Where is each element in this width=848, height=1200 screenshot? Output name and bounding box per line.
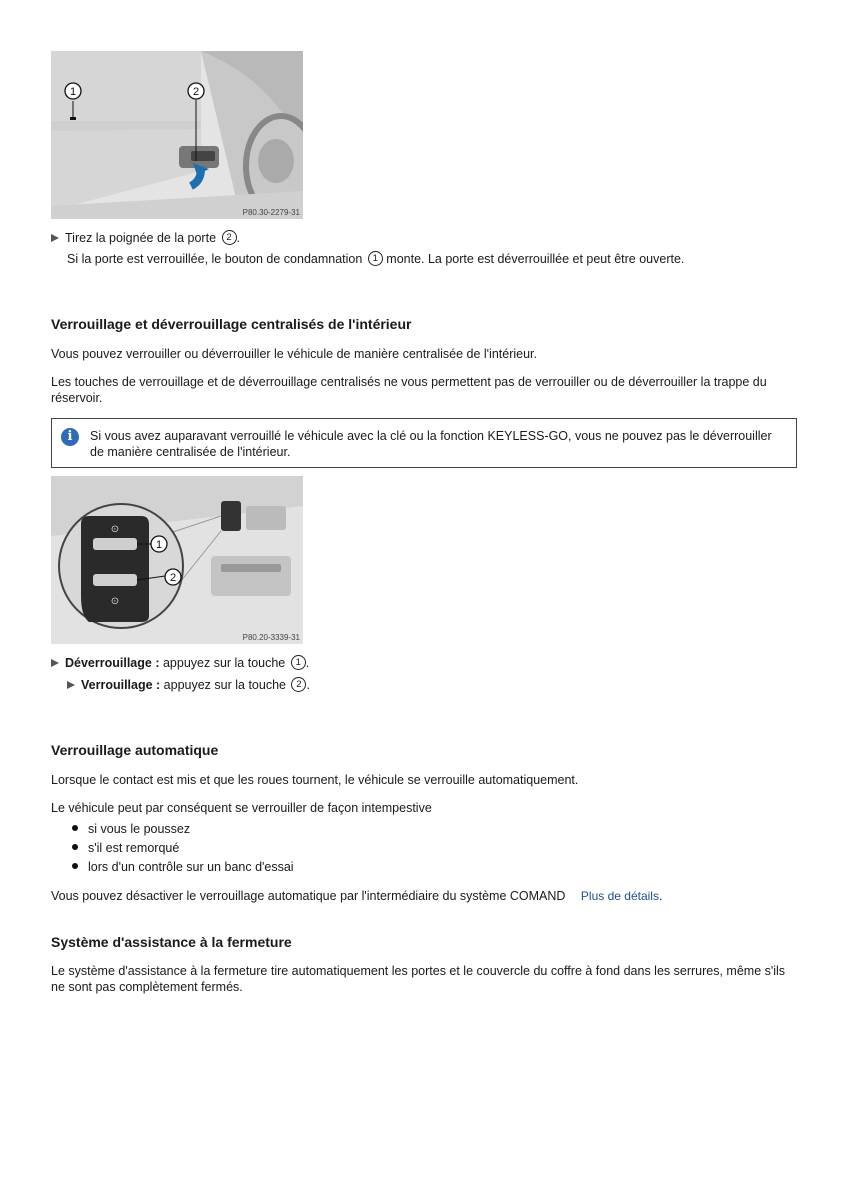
step-text: appuyez sur la touche [160, 678, 290, 692]
step-text-end: . [236, 231, 240, 245]
paragraph: Le véhicule peut par conséquent se verrouiller de façon intempestive [51, 801, 432, 815]
step-unlock [51, 655, 796, 671]
step-arrow-icon [67, 681, 75, 689]
callout-ref: 2 [222, 230, 237, 245]
list-item-text: lors d'un contrôle sur un banc d'essai [88, 860, 294, 874]
more-details-link[interactable]: Plus de détails [580, 889, 659, 903]
list-item-text: s'il est remorqué [88, 841, 180, 855]
section-heading-closing-assist: Système d'assistance à la fermeture [51, 934, 292, 950]
section-heading-auto-locking: Verrouillage automatique [51, 742, 219, 758]
paragraph: Lorsque le contact est mis et que les roues tournent, le véhicule se verrouille automatiquement. [51, 773, 579, 787]
lock-icon: ⊙ [110, 596, 120, 607]
paragraph: Le système d'assistance à la fermeture tire automatiquement les portes et le couvercle du coffre à fond dans les serrures, même s'ils ne sont pas complètement fermés. [51, 964, 786, 994]
result-text: Si la porte est verrouillée, le bouton de condamnation [67, 252, 366, 266]
bullet-icon [72, 844, 78, 850]
list-item [72, 840, 772, 856]
callout-1-label: 1 [155, 539, 163, 551]
step-label: Déverrouillage : [65, 656, 160, 670]
list-item [72, 859, 772, 875]
link-trailing-text: . [658, 889, 663, 903]
door-handle-illustration [51, 51, 303, 219]
step-text-end: . [305, 656, 310, 670]
lock-buttons-figure [51, 476, 303, 644]
list-item [72, 821, 772, 837]
list-item-text: si vous le poussez [88, 822, 191, 836]
door-handle-figure [51, 51, 303, 219]
result-text-end: monte. La porte est déverrouillée et peut être ouverte. [382, 252, 685, 266]
step-arrow-icon [51, 659, 59, 667]
info-note-text: Si vous avez auparavant verrouillé le véhicule avec la clé ou la fonction KEYLESS-GO, vous ne pouvez pas le déverrouiller de manière centralisée de l'intérieur. [90, 429, 772, 459]
callout-ref: 2 [291, 677, 306, 692]
paragraph: Vous pouvez verrouiller ou déverrouiller le véhicule de manière centralisée de l'intérieur. [51, 347, 537, 361]
unlock-icon: ⊙ [110, 524, 120, 535]
figure-code: P80.30-2279-31 [242, 208, 300, 217]
section-heading-central-locking: Verrouillage et déverrouillage centralisés de l'intérieur [51, 316, 412, 332]
step-result [67, 251, 796, 267]
step-open-door [51, 230, 796, 246]
bullet-icon [72, 825, 78, 831]
step-lock [67, 677, 796, 693]
step-label: Verrouillage : [81, 678, 161, 692]
step-text-end: . [306, 678, 310, 692]
figure-code: P80.20-3339-31 [242, 633, 300, 642]
step-arrow-icon [51, 234, 59, 242]
paragraph-with-link [51, 888, 796, 904]
callout-1-label: 1 [69, 86, 77, 98]
callout-ref: 1 [291, 655, 306, 670]
lock-buttons-illustration [51, 476, 303, 644]
callout-ref: 1 [368, 251, 383, 266]
callout-2-label: 2 [169, 572, 177, 584]
step-text: appuyez sur la touche [159, 656, 289, 670]
paragraph-text: Vous pouvez désactiver le verrouillage automatique par l'intermédiaire du système COMAND [51, 889, 566, 903]
bullet-icon [72, 863, 78, 869]
info-note [51, 418, 797, 468]
info-icon: i [61, 428, 79, 446]
callout-2-label: 2 [192, 86, 200, 98]
step-text: Tirez la poignée de la porte [65, 231, 220, 245]
paragraph: Les touches de verrouillage et de déverrouillage centralisés ne vous permettent pas de verrouiller ou de déverrouiller la trappe du réservoir. [51, 375, 767, 405]
